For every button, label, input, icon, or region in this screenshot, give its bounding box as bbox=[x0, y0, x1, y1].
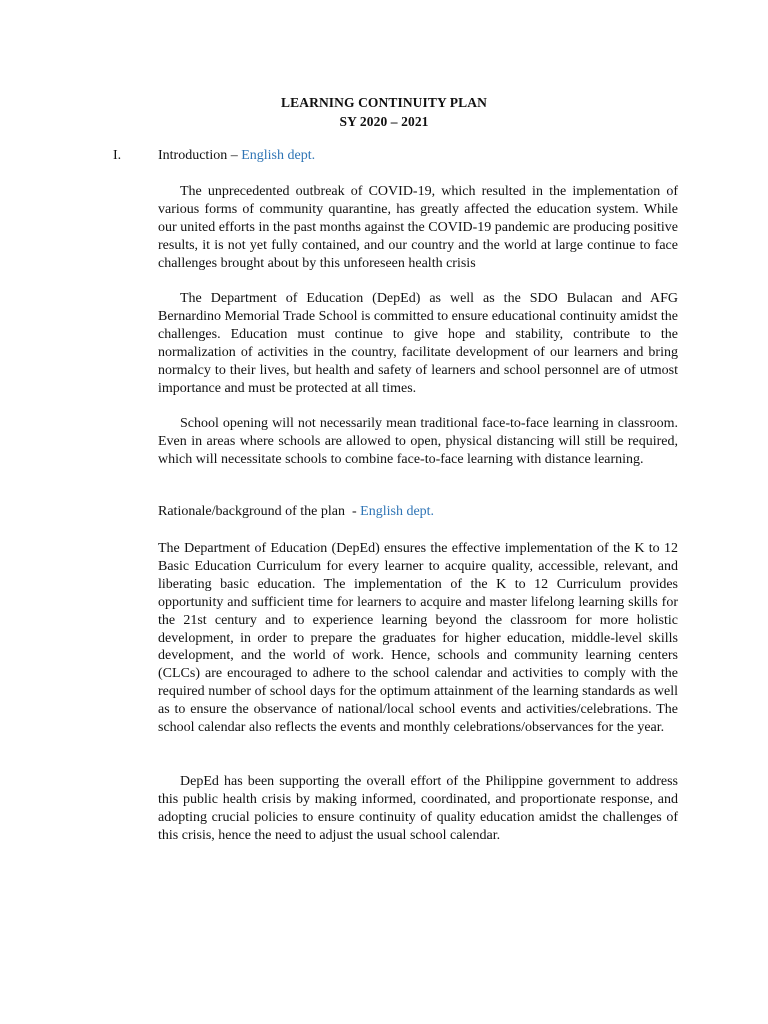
introduction-heading bbox=[158, 148, 315, 164]
introduction-dept-tag: English dept. bbox=[241, 148, 316, 163]
document-title: LEARNING CONTINUITY PLAN bbox=[281, 95, 487, 110]
rationale-paragraph-2: DepEd has been supporting the overall effort of the Philippine government to address this public health crisis by making informed, coordinated, and proportionate response, and adopting crucial policies to ensure continuity of quality education amidst the challenges of this crisis, hence the need to adjust the usual school calendar. bbox=[158, 774, 678, 843]
rationale-heading-label: Rationale/background of the plan - bbox=[158, 504, 361, 519]
intro-paragraph-3: School opening will not necessarily mean traditional face-to-face learning in classroom. Even in areas where schools are allowed to open, physical distancing will still be required, which will necessitate schools to combine face-to-face learning with distance learning. bbox=[158, 416, 678, 467]
intro-paragraph-2: The Department of Education (DepEd) as well as the SDO Bulacan and AFG Bernardino Memorial Trade School is committed to ensure educational continuity amidst the challenges. Education must continue to give hope and stability, contribute to the normalization of activities in the country, facilitate development of our learners and bring normalcy to their lives, but health and safety of learners and school personnel are of utmost importance and must be protected at all times. bbox=[158, 291, 678, 396]
rationale-paragraph-1: The Department of Education (DepEd) ensures the effective implementation of the K to 12 Basic Education Curriculum for every learner to acquire quality, accessible, relevant, and liberating basic education. The implementation of the K to 12 Curriculum provides opportunity and sufficient time for learners to acquire and master lifelong learning skills for the 21st century and to experience learning beyond the classroom for more holistic development, in order to prepare the graduates for higher education, middle-level skills development, and the world of work. Hence, schools and community learning centers (CLCs) are encouraged to adhere to the school calendar and activities to comply with the required number of school days for the optimum attainment of the learning standards as well as to ensure the observance of national/local school events and activities/celebrations. The school calendar also reflects the events and monthly celebrations/observances for the year. bbox=[158, 541, 678, 736]
intro-paragraph-1: The unprecedented outbreak of COVID-19, which resulted in the implementation of various forms of community quarantine, has greatly affected the education system. While our united efforts in the past months against the COVID-19 pandemic are producing positive results, it is not yet fully contained, and our country and the world at large continue to face challenges brought about by this unforeseen health crisis bbox=[158, 184, 678, 271]
section-number: I. bbox=[113, 148, 122, 163]
rationale-dept-tag: English dept. bbox=[360, 504, 435, 519]
school-year-subtitle: SY 2020 – 2021 bbox=[339, 114, 429, 129]
rationale-heading bbox=[158, 504, 434, 520]
introduction-heading-label: Introduction – bbox=[158, 148, 242, 163]
